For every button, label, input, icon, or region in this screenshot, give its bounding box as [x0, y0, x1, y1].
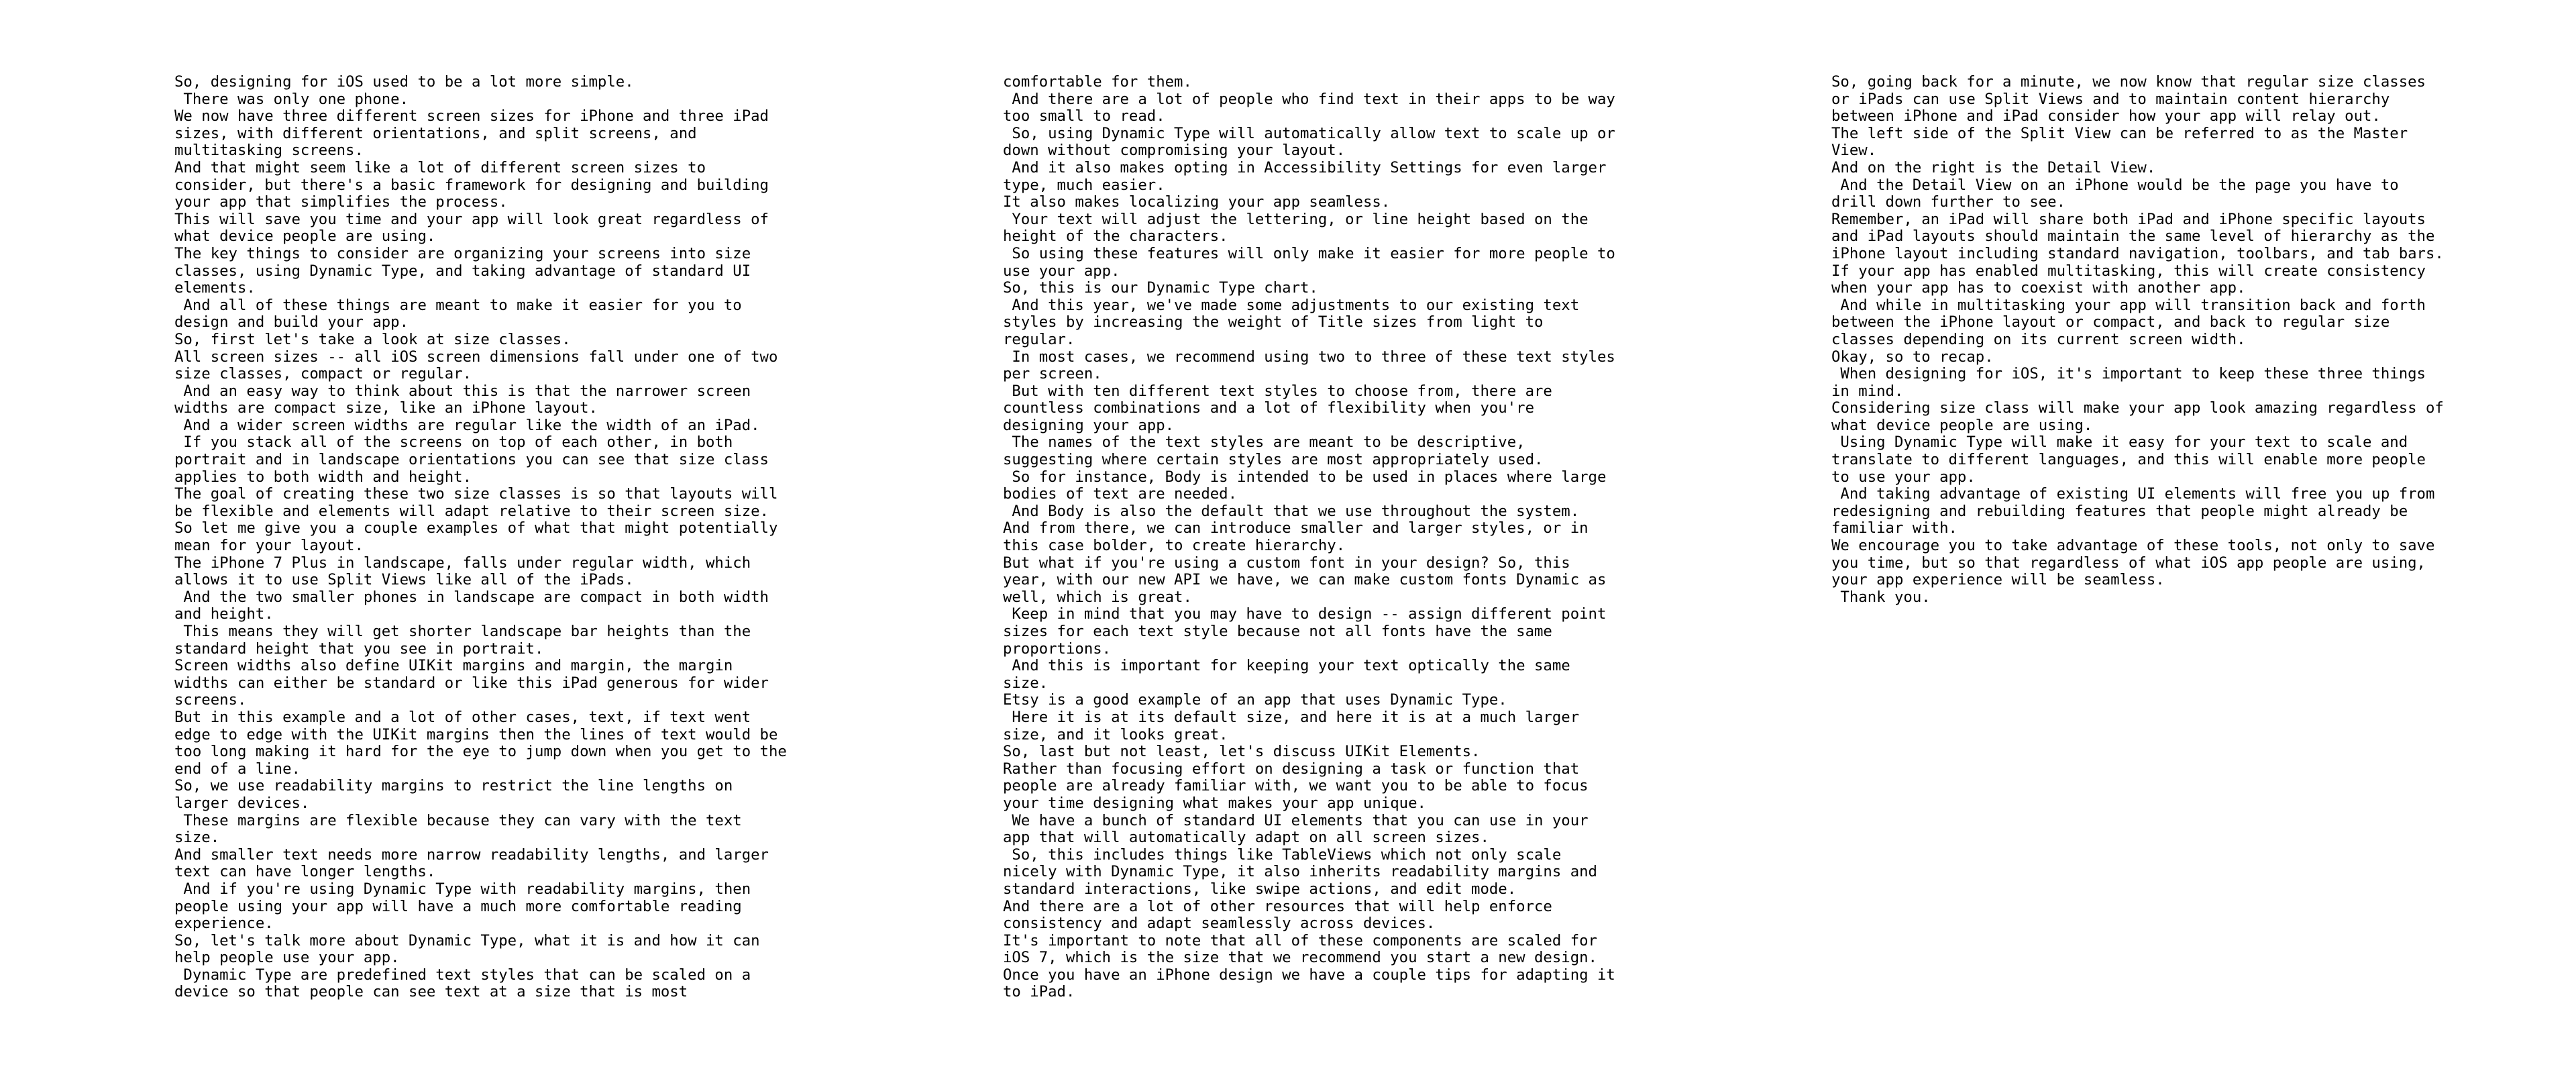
transcript-line: Your text will adjust the lettering, or line height based on the	[1003, 210, 1589, 228]
transcript-line: It also makes localizing your app seamless.	[1003, 193, 1391, 211]
transcript-line: And that might seem like a lot of different screen sizes to	[174, 158, 706, 176]
transcript-line: So, designing for iOS used to be a lot more simple.	[174, 74, 634, 91]
transcript-line: your time designing what makes your app unique.	[1003, 794, 1426, 812]
transcript-line: countless combinations and a lot of flexibility when you're	[1003, 399, 1535, 417]
transcript-line: device so that people can see text at a size that is most	[174, 983, 688, 1001]
transcript-line: The key things to consider are organizing your screens into size	[174, 244, 751, 262]
transcript-line: widths are compact size, like an iPhone layout.	[174, 399, 598, 417]
transcript-line: people using your app will have a much more comfortable reading	[174, 897, 742, 915]
transcript-line: sizes, with different orientations, and split screens, and	[174, 124, 697, 142]
transcript-line: type, much easier.	[1003, 176, 1165, 194]
transcript-line: So, using Dynamic Type will automatically allow text to scale up or	[1003, 124, 1615, 142]
transcript-line: nicely with Dynamic Type, it also inherits readability margins and	[1003, 863, 1597, 881]
transcript-line: too long making it hard for the eye to jump down when you get to the	[174, 743, 787, 761]
transcript-line: be flexible and elements will adapt relative to their screen size.	[174, 502, 769, 520]
transcript-line: end of a line.	[174, 760, 301, 778]
transcript-line: larger devices.	[174, 794, 310, 812]
transcript-line: And from there, we can introduce smaller and larger styles, or in	[1003, 519, 1589, 537]
transcript-line: So, let's talk more about Dynamic Type, what it is and how it can	[174, 931, 760, 949]
transcript-line: So, this includes things like TableViews which not only scale	[1003, 845, 1562, 864]
transcript-line: View.	[1831, 142, 1877, 160]
transcript-line: classes, using Dynamic Type, and taking advantage of standard UI	[174, 262, 751, 280]
transcript-line: redesigning and rebuilding features that people might already be	[1831, 502, 2408, 520]
transcript-line: All screen sizes -- all iOS screen dimensions fall under one of two	[174, 348, 778, 366]
transcript-line: proportions.	[1003, 639, 1112, 658]
transcript-line: use your app.	[1003, 262, 1120, 280]
transcript-line: between iPhone and iPad consider how your app will relay out.	[1831, 107, 2381, 125]
transcript-line: But in this example and a lot of other cases, text, if text went	[174, 708, 751, 726]
transcript-line: So let me give you a couple examples of what that might potentially	[174, 519, 778, 537]
transcript-line: And Body is also the default that we use throughout the system.	[1003, 502, 1580, 520]
transcript-line: comfortable for them.	[1003, 74, 1192, 91]
transcript-line: classes depending on its current screen width.	[1831, 330, 2246, 348]
transcript-line: The iPhone 7 Plus in landscape, falls under regular width, which	[174, 554, 751, 572]
transcript-line: and iPad layouts should maintain the same level of hierarchy as the	[1831, 227, 2435, 246]
transcript-line: elements.	[174, 279, 256, 297]
transcript-line: So for instance, Body is intended to be used in places where large	[1003, 468, 1607, 486]
transcript-line: down without compromising your layout.	[1003, 142, 1346, 160]
transcript-line: design and build your app.	[174, 313, 409, 331]
transcript-line: And a wider screen widths are regular like the width of an iPad.	[174, 416, 760, 434]
transcript-line: applies to both width and height.	[174, 468, 472, 486]
transcript-line: Here it is at its default size, and here it is at a much larger	[1003, 708, 1580, 726]
transcript-line: standard interactions, like swipe actions, and edit mode.	[1003, 880, 1517, 898]
transcript-line: The goal of creating these two size classes is so that layouts will	[174, 485, 778, 503]
transcript-line: iOS 7, which is the size that we recommend you start a new design.	[1003, 949, 1597, 967]
transcript-line: And there are a lot of other resources that will help enforce	[1003, 897, 1552, 915]
transcript-line: portrait and in landscape orientations you can see that size class	[174, 451, 769, 469]
transcript-line: and height.	[174, 605, 274, 623]
transcript-line: Okay, so to recap.	[1831, 348, 1994, 366]
transcript-line: Remember, an iPad will share both iPad and iPhone specific layouts	[1831, 210, 2426, 228]
transcript-line: In most cases, we recommend using two to three of these text styles	[1003, 348, 1615, 366]
transcript-line: year, with our new API we have, we can make custom fonts Dynamic as	[1003, 571, 1607, 589]
transcript-line: size classes, compact or regular.	[174, 365, 472, 383]
transcript-line: Etsy is a good example of an app that uses Dynamic Type.	[1003, 691, 1507, 709]
transcript-line: So, first let's take a look at size classes.	[174, 330, 571, 348]
transcript-line: size, and it looks great.	[1003, 725, 1228, 743]
transcript-line: So, going back for a minute, we now know that regular size classes	[1831, 74, 2426, 91]
transcript-line: per screen.	[1003, 365, 1102, 383]
transcript-line: sizes for each text style because not all fonts have the same	[1003, 623, 1552, 640]
transcript-line: text can have longer lengths.	[174, 863, 436, 881]
transcript-line: widths can either be standard or like this iPad generous for wider	[174, 674, 769, 692]
transcript-line: translate to different languages, and this will enable more people	[1831, 451, 2426, 469]
transcript-line: to use your app.	[1831, 468, 1976, 486]
transcript-line: And this year, we've made some adjustments to our existing text	[1003, 296, 1580, 314]
transcript-line: It's important to note that all of these components are scaled for	[1003, 931, 1597, 949]
transcript-line: screens.	[174, 691, 247, 709]
transcript-column-2	[1003, 74, 1620, 1001]
transcript-line: too small to read.	[1003, 107, 1165, 125]
transcript-line: iPhone layout including standard navigation, toolbars, and tab bars.	[1831, 244, 2444, 262]
transcript-line: When designing for iOS, it's important to keep these three things	[1831, 365, 2426, 383]
transcript-line: We have a bunch of standard UI elements that you can use in your	[1003, 811, 1589, 829]
transcript-line: These margins are flexible because they can vary with the text	[174, 811, 742, 829]
transcript-line: Rather than focusing effort on designing a task or function that	[1003, 760, 1580, 778]
transcript-line: This means they will get shorter landscape bar heights than the	[174, 623, 751, 640]
transcript-line: your app experience will be seamless.	[1831, 571, 2165, 589]
transcript-line: in mind.	[1831, 382, 1904, 400]
transcript-line: And taking advantage of existing UI elements will free you up from	[1831, 485, 2435, 503]
transcript-line: So, we use readability margins to restrict the line lengths on	[174, 777, 733, 795]
transcript-column-1	[174, 74, 792, 1001]
transcript-line: multitasking screens.	[174, 142, 364, 160]
transcript-line: standard height that you see in portrait.	[174, 639, 544, 658]
transcript-line: consider, but there's a basic framework for designing and building	[174, 176, 769, 194]
transcript-line: your app that simplifies the process.	[174, 193, 508, 211]
transcript-line: consistency and adapt seamlessly across devices.	[1003, 915, 1436, 933]
transcript-line: Keep in mind that you may have to design -- assign different point	[1003, 605, 1607, 623]
transcript-line: If you stack all of the screens on top of each other, in both	[174, 433, 733, 452]
transcript-line: what device people are using.	[1831, 416, 2093, 434]
transcript-line: designing your app.	[1003, 416, 1175, 434]
transcript-line: experience.	[174, 915, 274, 933]
transcript-line: you time, but so that regardless of what iOS app people are using,	[1831, 554, 2426, 572]
transcript-line: And on the right is the Detail View.	[1831, 158, 2156, 176]
transcript-line: We now have three different screen sizes for iPhone and three iPad	[174, 107, 769, 125]
transcript-line: This will save you time and your app will look great regardless of	[174, 210, 769, 228]
transcript-line: And there are a lot of people who find text in their apps to be way	[1003, 90, 1615, 108]
transcript-line: suggesting where certain styles are most appropriately used.	[1003, 451, 1544, 469]
transcript-line: app that will automatically adapt on all screen sizes.	[1003, 829, 1489, 847]
transcript-line: If your app has enabled multitasking, this will create consistency	[1831, 262, 2426, 280]
transcript-line: And while in multitasking your app will transition back and forth	[1831, 296, 2426, 314]
transcript-line: So, last but not least, let's discuss UIKit Elements.	[1003, 743, 1481, 761]
transcript-line: There was only one phone.	[174, 90, 409, 108]
transcript-line: people are already familiar with, we want you to be able to focus	[1003, 777, 1589, 795]
transcript-line: help people use your app.	[174, 949, 400, 967]
transcript-line: familiar with.	[1831, 519, 1957, 537]
transcript-line: Once you have an iPhone design we have a couple tips for adapting it	[1003, 966, 1615, 984]
transcript-line: We encourage you to take advantage of these tools, not only to save	[1831, 537, 2435, 555]
transcript-line: styles by increasing the weight of Title sizes from light to	[1003, 313, 1544, 331]
transcript-line: The names of the text styles are meant to be descriptive,	[1003, 433, 1525, 452]
transcript-line: But what if you're using a custom font in your design? So, this	[1003, 554, 1570, 572]
transcript-line: But with ten different text styles to choose from, there are	[1003, 382, 1552, 400]
transcript-line: or iPads can use Split Views and to maintain content hierarchy	[1831, 90, 2390, 108]
transcript-line: And this is important for keeping your text optically the same	[1003, 657, 1570, 675]
transcript-line: Dynamic Type are predefined text styles that can be scaled on a	[174, 966, 751, 984]
transcript-line: And it also makes opting in Accessibility Settings for even larger	[1003, 158, 1607, 176]
transcript-line: between the iPhone layout or compact, and back to regular size	[1831, 313, 2390, 331]
transcript-line: when your app has to coexist with another app.	[1831, 279, 2246, 297]
transcript-line: And an easy way to think about this is that the narrower screen	[174, 382, 751, 400]
transcript-line: allows it to use Split Views like all of the iPads.	[174, 571, 634, 589]
transcript-line: size.	[174, 829, 220, 847]
transcript-line: bodies of text are needed.	[1003, 485, 1238, 503]
transcript-line: And the two smaller phones in landscape are compact in both width	[174, 588, 769, 606]
transcript-line: Screen widths also define UIKit margins and margin, the margin	[174, 657, 733, 675]
transcript-line: edge to edge with the UIKit margins then the lines of text would be	[174, 725, 778, 743]
transcript-line: height of the characters.	[1003, 227, 1228, 246]
transcript-line: Considering size class will make your app look amazing regardless of	[1831, 399, 2444, 417]
transcript-line: well, which is great.	[1003, 588, 1192, 606]
transcript-column-3	[1831, 74, 2449, 606]
transcript-line: drill down further to see.	[1831, 193, 2066, 211]
transcript-line: And smaller text needs more narrow readability lengths, and larger	[174, 845, 769, 864]
transcript-line: Using Dynamic Type will make it easy for your text to scale and	[1831, 433, 2408, 452]
transcript-line: Thank you.	[1831, 588, 1931, 606]
transcript-line: regular.	[1003, 330, 1075, 348]
transcript-line: this case bolder, to create hierarchy.	[1003, 537, 1346, 555]
transcript-line: So, this is our Dynamic Type chart.	[1003, 279, 1318, 297]
transcript-line: size.	[1003, 674, 1049, 692]
transcript-line: And the Detail View on an iPhone would be the page you have to	[1831, 176, 2399, 194]
transcript-line: to iPad.	[1003, 983, 1075, 1001]
transcript-line: And all of these things are meant to make it easier for you to	[174, 296, 742, 314]
transcript-line: And if you're using Dynamic Type with readability margins, then	[174, 880, 751, 898]
transcript-line: what device people are using.	[174, 227, 436, 246]
transcript-line: mean for your layout.	[174, 537, 364, 555]
transcript-line: So using these features will only make it easier for more people to	[1003, 244, 1615, 262]
transcript-line: The left side of the Split View can be referred to as the Master	[1831, 124, 2408, 142]
